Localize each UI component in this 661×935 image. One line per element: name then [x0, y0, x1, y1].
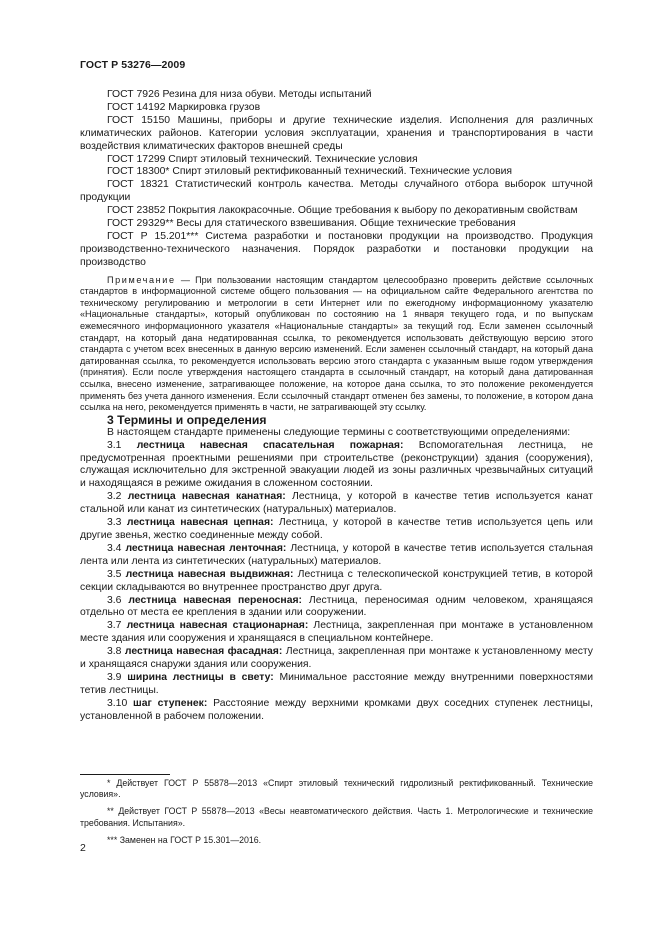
reference-item: ГОСТ 29329** Весы для статического взвешивания. Общие технические требования	[107, 218, 516, 230]
term-definition	[80, 491, 593, 517]
term-definition	[80, 595, 593, 621]
term-text: Лестница, закрепленная при монтаже в установленном месте здания или сооружения и хранящаяся в специальном контейнере.	[80, 620, 593, 645]
section-intro: В настоящем стандарте применены следующие термины с соответствующими определениями:	[107, 426, 571, 438]
reference-item: ГОСТ 14192 Маркировка грузов	[107, 101, 261, 113]
page-number: 2	[80, 842, 86, 854]
term-definition	[80, 620, 593, 646]
term-name: лестница навесная цепная:	[126, 517, 274, 529]
term-text: Лестница, у которой в качестве тетив используется стальная лента или лента из синтетических (натуральных) материалов.	[80, 542, 593, 567]
term-definition	[80, 569, 593, 595]
footnote-divider	[80, 774, 170, 775]
term-number: 3.5	[107, 568, 126, 580]
term-number: 3.3	[107, 517, 127, 529]
term-text: Лестница, закрепленная при монтаже к установленному месту и хранящаяся снаружи здания или сооружения.	[80, 646, 594, 671]
note-text: — При пользовании настоящим стандартом целесообразно проверить действие ссылочных стандартов в информационной системе общего пользования — на официальном сайте Федерального агентства по техническому регулированию и метрологии в сети Интернет или по ежегодному информационному указателю «Национальные стандарты», который опубликован по состоянию на 1 января текущего года, и по выпускам ежемесячного информационного указателя «Национальные стандарты» за текущий год. Если заменен ссылочный стандарт, на который дана недатированная ссылка, то рекомендуется использовать действующую версию этого стандарта с учетом всех внесенных в данную версию изменений. Если заменен ссылочный стандарт, на который дана датированная ссылка, то рекомендуется использовать версию этого стандарта с указанным выше годом утверждения (принятия). Если после утверждения настоящего стандарта в ссылочный стандарт, на который дана датированная ссылка, внесено изменение, затрагивающее положение, на которое дана ссылка, то это положение рекомендуется применять без учета данного изменения. Если ссылочный стандарт отменен без замены, то положение, в котором дана ссылка на него, рекомендуется применять в части, не затрагивающей эту ссылку.	[80, 274, 593, 413]
reference-item: ГОСТ 18321 Статистический контроль качества. Методы случайного отбора выборок штучной продукции	[80, 179, 593, 204]
term-text: Лестница, у которой в качестве тетив используется цепь или другие звенья, жестко соединенные между собой.	[80, 517, 593, 541]
term-definition	[80, 646, 593, 672]
term-name: лестница навесная стационарная:	[126, 620, 309, 632]
term-text: Лестница, переносимая одним человеком, хранящаяся отдельно от места ее крепления в здании или сооружении.	[80, 594, 593, 619]
term-number: 3.2	[107, 491, 128, 503]
term-text: Расстояние между верхними кромками двух соседних ступенек лестницы, установленной в рабочем положении.	[80, 697, 593, 722]
term-name: лестница навесная ленточная:	[125, 542, 287, 554]
term-name: лестница навесная спасательная пожарная:	[136, 439, 404, 451]
reference-item: ГОСТ 17299 Спирт этиловый технический. Технические условия	[107, 153, 418, 165]
term-name: лестница навесная переносная:	[128, 594, 303, 606]
footnote: * Действует ГОСТ Р 55878—2013 «Спирт этиловый технический гидролизный ректификованный. Технические условия».	[80, 778, 593, 800]
term-number: 3.4	[107, 542, 126, 554]
term-name: лестница навесная выдвижная:	[125, 568, 294, 580]
term-number: 3.9	[107, 671, 128, 683]
reference-item: ГОСТ 15150 Машины, приборы и другие технические изделия. Исполнения для различных климатических районов. Категории условия эксплуатации, хранения и транспортирования в части воздействия климатических факторов внешней среды	[80, 114, 593, 152]
section-title: 3 Термины и определения	[107, 412, 267, 427]
term-number: 3.8	[107, 646, 125, 658]
term-text: Вспомогательная лестница, не предусмотренная проектными решениями при строительстве (реконструкции) здания (сооружения), служащая исключительно для экстренной эвакуации людей из зоны различных чрезвычайных ситуаций и находящаяся в режиме ожидания в сложенном состоянии.	[80, 439, 593, 490]
term-text: Лестница с телескопической конструкцией тетив, в которой секции складываются во внутреннее пространство друг друга.	[80, 568, 593, 593]
note-paragraph	[80, 275, 593, 414]
term-definition	[80, 440, 593, 492]
footnotes	[80, 774, 593, 852]
footnote: ** Действует ГОСТ Р 55878—2013 «Весы неавтоматического действия. Часть 1. Метрологические и технические требования. Испытания».	[80, 806, 593, 828]
term-number: 3.10	[107, 697, 134, 709]
reference-item: ГОСТ 7926 Резина для низа обуви. Методы испытаний	[107, 89, 372, 100]
term-text: Минимальное расстояние между внутренними поверхностями тетив лестницы.	[80, 671, 594, 696]
term-number: 3.1	[107, 439, 137, 451]
term-number: 3.6	[107, 594, 129, 606]
term-definition	[80, 698, 593, 724]
term-text: Лестница, у которой в качестве тетив используется канат стальной или канат из синтетических (натуральных) материалов.	[80, 491, 593, 516]
term-definition	[80, 672, 593, 698]
reference-item: ГОСТ 23852 Покрытия лакокрасочные. Общие требования к выбору по декоративным свойствам	[107, 205, 578, 217]
term-name: лестница навесная фасадная:	[124, 646, 283, 658]
term-name: шаг ступенек:	[133, 697, 208, 709]
footnote: *** Заменен на ГОСТ Р 15.301—2016.	[107, 834, 262, 845]
term-number: 3.7	[107, 620, 127, 632]
term-definition	[80, 543, 593, 569]
reference-item: ГОСТ Р 15.201*** Система разработки и постановки продукции на производство. Продукция производственно-технического назначения. Порядок разработки и постановки продукции на производство	[80, 230, 593, 268]
note-label: Примечание	[107, 274, 176, 285]
document-header: ГОСТ Р 53276—2009	[80, 59, 186, 71]
reference-item: ГОСТ 18300* Спирт этиловый ректификованный технический. Технические условия	[107, 166, 513, 178]
page-content	[80, 89, 593, 724]
term-definition	[80, 517, 593, 543]
term-name: ширина лестницы в свету:	[127, 671, 274, 683]
term-name: лестница навесная канатная:	[127, 491, 286, 503]
